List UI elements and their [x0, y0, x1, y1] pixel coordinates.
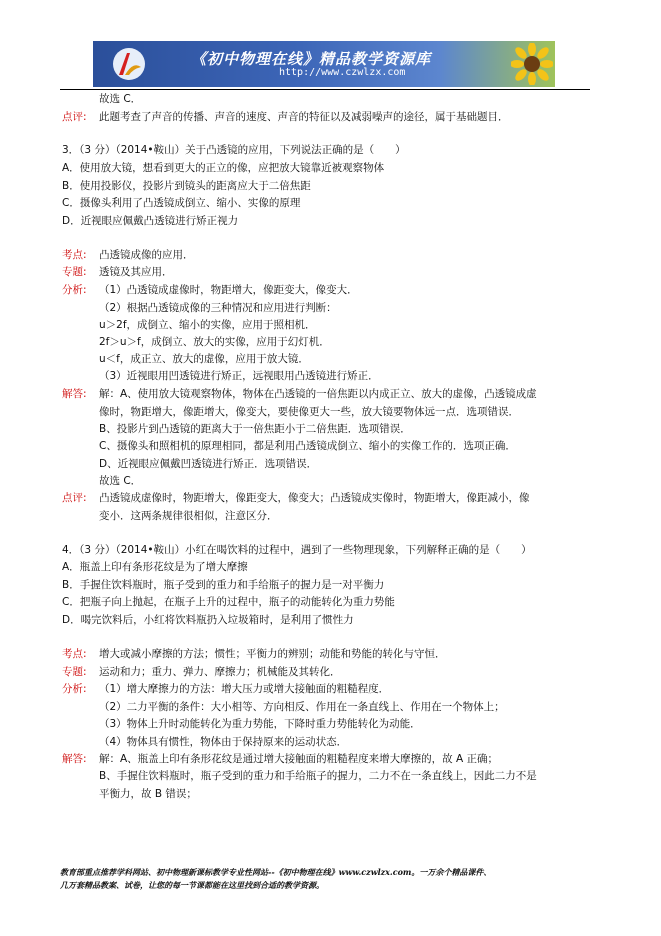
q4-stem: 4．（3 分）（2014•鞍山）小红在喝饮料的过程中，遇到了一些物理现象，下列解释正确的是（ ） [62, 544, 532, 556]
sunflower-icon [511, 43, 553, 85]
q4-fenxi-line: （2）二力平衡的条件：大小相等、方向相反、作用在一条直线上、作用在一个物体上； [99, 701, 505, 713]
q3-fenxi-label: 分析: [62, 284, 87, 296]
q4-zhuanti-label: 专题: [62, 666, 87, 678]
q4-kaodian: 增大或减小摩擦的方法；惯性；平衡力的辨别；动能和势能的转化与守恒． [99, 648, 446, 660]
q3-option-c: C．摄像头利用了凸透镜成倒立、缩小、实像的原理 [62, 197, 301, 209]
q3-dianping-label: 点评: [62, 492, 87, 504]
q3-option-b: B．使用投影仪，投影片到镜头的距离应大于二倍焦距 [62, 180, 311, 192]
q4-fenxi-line: （1）增大摩擦力的方法：增大压力或增大接触面的粗糙程度． [99, 683, 390, 695]
footer-line: 教育部重点推荐学科网站、初中物理新课标教学专业性网站--《初中物理在线》www.czwlzx.com。一万余个精品课件、 [60, 867, 492, 877]
banner-title: 《初中物理在线》精品教学资源库 [191, 50, 432, 68]
q4-jieda-line: 平衡力，故 B 错误； [99, 788, 197, 800]
q2-comment: 此题考查了声音的传播、声音的速度、声音的特征以及减弱噪声的途径，属于基础题目． [99, 111, 509, 123]
q2-comment-label: 点评: [62, 111, 87, 123]
q4-fenxi-line: （3）物体上升时动能转化为重力势能，下降时重力势能转化为动能． [99, 718, 421, 730]
q3-zhuanti-label: 专题: [62, 266, 87, 278]
header-divider [60, 89, 590, 90]
q3-zhuanti: 透镜及其应用． [99, 266, 173, 278]
q3-option-d: D．近视眼应佩戴凸透镜进行矫正视力 [62, 215, 239, 227]
q3-stem: 3．（3 分）（2014•鞍山）关于凸透镜的应用，下列说法正确的是（ ） [62, 144, 406, 156]
q3-fenxi-line: （3）近视眼用凹透镜进行矫正，远视眼用凸透镜进行矫正． [99, 370, 379, 382]
q4-option-b: B．手握住饮料瓶时，瓶子受到的重力和手给瓶子的握力是一对平衡力 [62, 579, 385, 591]
footer-line: 几万套精品教案、试卷，让您的每一节课都能在这里找到合适的教学资源。 [60, 880, 324, 890]
q3-fenxi-line: （2）根据凸透镜成像的三种情况和应用进行判断： [99, 302, 337, 314]
q4-option-a: A．瓶盖上印有条形花纹是为了增大摩擦 [62, 561, 248, 573]
q3-jieda-line: C、摄像头和照相机的原理相同，都是利用凸透镜成倒立、缩小的实像工作的．选项正确． [99, 440, 516, 452]
q3-fenxi-line: （1）凸透镜成虚像时，物距增大，像距变大，像变大． [99, 284, 358, 296]
q3-jieda-line: 解：A、使用放大镜观察物体，物体在凸透镜的一倍焦距以内成正立、放大的虚像，凸透镜成虚 [99, 388, 537, 400]
q4-kaodian-label: 考点: [62, 648, 87, 660]
q3-jieda-label: 解答: [62, 388, 87, 400]
q3-jieda-line: D、近视眼应佩戴凹透镜进行矫正．选项错误． [99, 458, 318, 470]
q3-fenxi-line: 2f＞u＞f，成倒立、放大的实像，应用于幻灯机． [99, 336, 330, 348]
q4-jieda-line: B、手握住饮料瓶时，瓶子受到的重力和手给瓶子的握力，二力不在一条直线上，因此二力不是 [99, 770, 537, 782]
q4-zhuanti: 运动和力；重力、弹力、摩擦力；机械能及其转化． [99, 666, 341, 678]
q2-choice: 故选 C． [99, 93, 142, 105]
q3-kaodian: 凸透镜成像的应用． [99, 249, 194, 261]
banner-url: http://www.czwlzx.com [279, 67, 406, 78]
q3-dianping-line: 变小．这两条规律很相似，注意区分． [99, 510, 278, 522]
q4-option-d: D．喝完饮料后，小红将饮料瓶扔入垃圾箱时，是利用了惯性力 [62, 614, 354, 626]
q3-fenxi-line: u＜f，成正立、放大的虚像，应用于放大镜． [99, 353, 309, 365]
q3-dianping-line: 凸透镜成虚像时，物距增大，像距变大，像变大；凸透镜成实像时，物距增大，像距减小，像 [99, 492, 530, 504]
q3-option-a: A．使用放大镜，想看到更大的正立的像，应把放大镜靠近被观察物体 [62, 162, 385, 174]
q3-fenxi-line: u＞2f，成倒立、缩小的实像，应用于照相机． [99, 319, 316, 331]
header-banner [93, 41, 555, 87]
q3-kaodian-label: 考点: [62, 249, 87, 261]
q4-fenxi-label: 分析: [62, 683, 87, 695]
q4-option-c: C．把瓶子向上抛起，在瓶子上升的过程中，瓶子的动能转化为重力势能 [62, 596, 395, 608]
site-logo-icon [111, 47, 147, 81]
q3-jieda-line: B、投影片到凸透镜的距离大于一倍焦距小于二倍焦距．选项错误． [99, 423, 411, 435]
q3-jieda-line: 故选 C． [99, 475, 142, 487]
q4-jieda-label: 解答: [62, 753, 87, 765]
q3-jieda-line: 像时，物距增大，像距增大，像变大，要使像更大一些，放大镜要物体远一点．选项错误． [99, 406, 519, 418]
q4-jieda-line: 解：A、瓶盖上印有条形花纹是通过增大接触面的粗糙程度来增大摩擦的，故 A 正确； [99, 753, 499, 765]
q4-fenxi-line: （4）物体具有惯性，物体由于保持原来的运动状态． [99, 736, 348, 748]
